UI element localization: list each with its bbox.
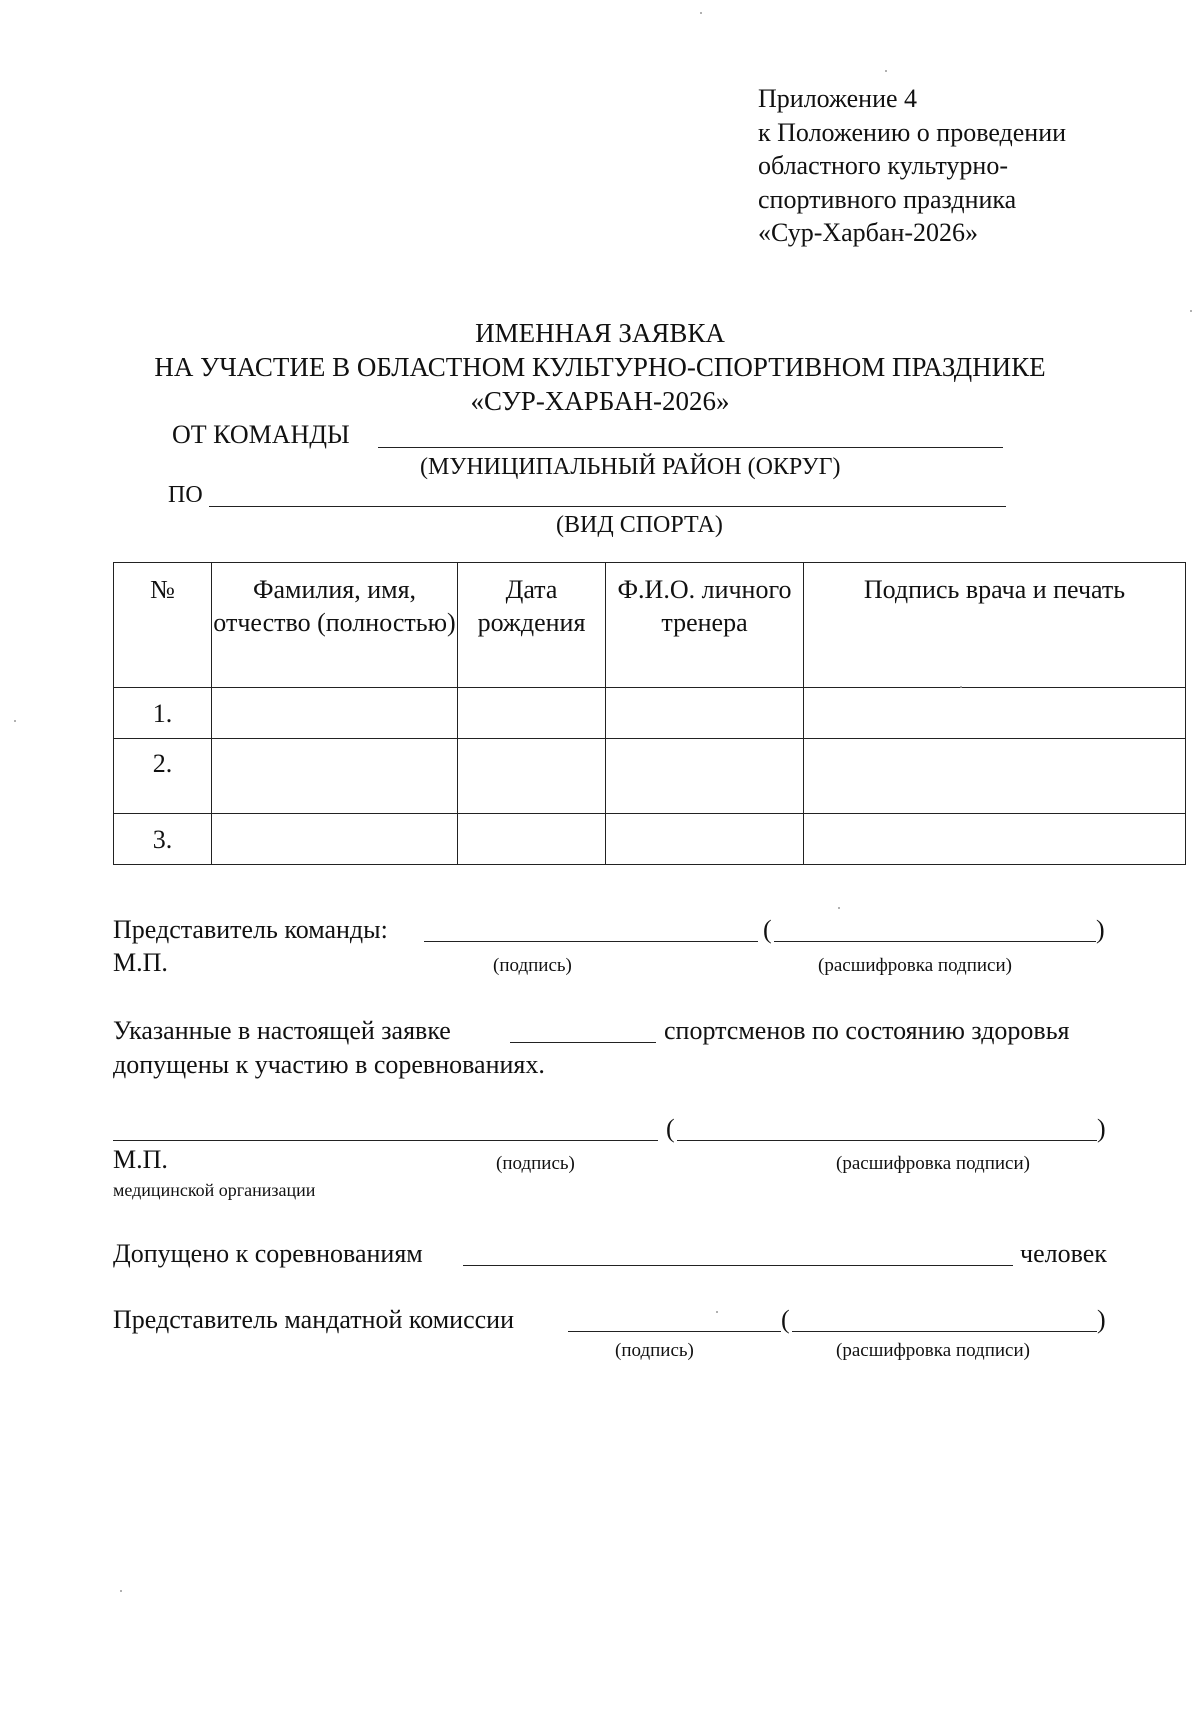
- commission-signature-line[interactable]: [568, 1331, 781, 1332]
- scan-speck: [960, 686, 962, 688]
- cell-birth-date[interactable]: [458, 814, 606, 865]
- table-header-row: [114, 563, 1186, 688]
- paren-close: ): [1097, 1114, 1106, 1143]
- medical-sentence-line2: допущены к участию в соревнованиях.: [113, 1050, 545, 1079]
- team-hint: (МУНИЦИПАЛЬНЫЙ РАЙОН (ОКРУГ): [420, 454, 841, 480]
- header-birth-date: Дата рождения: [458, 563, 606, 688]
- row-number: 3.: [114, 814, 212, 865]
- medical-organization-label: медицинской организации: [113, 1180, 316, 1200]
- admitted-label: Допущено к соревнованиям: [113, 1239, 423, 1268]
- scan-speck: [716, 1311, 718, 1313]
- cell-full-name[interactable]: [212, 814, 458, 865]
- form-title: ИМЕННАЯ ЗАЯВКА: [475, 318, 725, 348]
- medical-decoding-line[interactable]: [677, 1140, 1097, 1141]
- table-row: [114, 814, 1186, 865]
- appendix-line: спортивного праздника: [758, 184, 1017, 214]
- header-full-name: Фамилия, имя, отчество (полностью): [212, 563, 458, 688]
- appendix-line: к Положению о проведении: [758, 117, 1067, 147]
- scan-speck: [14, 720, 16, 722]
- medical-sentence-part1: Указанные в настоящей заявке: [113, 1016, 451, 1045]
- sport-input-line[interactable]: [209, 506, 1006, 507]
- cell-doctor-signature[interactable]: [804, 814, 1186, 865]
- header-coach: Ф.И.О. личного тренера: [606, 563, 804, 688]
- row-number: 2.: [114, 739, 212, 814]
- appendix-line: Приложение 4: [758, 84, 918, 113]
- row-number: 1.: [114, 688, 212, 739]
- representative-signature-line[interactable]: [424, 941, 758, 942]
- cell-doctor-signature[interactable]: [804, 688, 1186, 739]
- paren-close: ): [1096, 915, 1105, 944]
- signature-hint: (подпись): [615, 1340, 694, 1361]
- cell-coach[interactable]: [606, 739, 804, 814]
- stamp-label: М.П.: [113, 1145, 168, 1174]
- cell-full-name[interactable]: [212, 739, 458, 814]
- stamp-label: М.П.: [113, 948, 168, 977]
- paren-open: (: [666, 1114, 675, 1143]
- team-label: ОТ КОМАНДЫ: [172, 420, 350, 449]
- team-input-line[interactable]: [378, 447, 1003, 448]
- paren-open: (: [781, 1305, 790, 1334]
- cell-coach[interactable]: [606, 814, 804, 865]
- representative-label: Представитель команды:: [113, 915, 388, 944]
- participants-table: [113, 562, 1186, 865]
- decoding-hint: (расшифровка подписи): [818, 955, 1012, 976]
- decoding-hint: (расшифровка подписи): [836, 1153, 1030, 1174]
- header-doctor-signature: Подпись врача и печать: [804, 563, 1186, 688]
- paren-open: (: [763, 915, 772, 944]
- sport-hint: (ВИД СПОРТА): [556, 512, 723, 538]
- sport-label: ПО: [168, 482, 203, 508]
- scan-speck: [120, 1590, 122, 1592]
- cell-doctor-signature[interactable]: [804, 739, 1186, 814]
- athlete-count-line[interactable]: [510, 1042, 656, 1043]
- representative-decoding-line[interactable]: [774, 941, 1096, 942]
- table-row: [114, 739, 1186, 814]
- scan-speck: [1190, 310, 1192, 312]
- decoding-hint: (расшифровка подписи): [836, 1340, 1030, 1361]
- signature-hint: (подпись): [493, 955, 572, 976]
- cell-birth-date[interactable]: [458, 739, 606, 814]
- appendix-line: «Сур-Харбан-2026»: [758, 218, 979, 247]
- cell-full-name[interactable]: [212, 688, 458, 739]
- scan-speck: [700, 12, 702, 14]
- appendix-note: [758, 82, 1066, 250]
- scan-speck: [838, 907, 840, 909]
- admitted-suffix: человек: [1020, 1239, 1107, 1268]
- form-event-name: «СУР-ХАРБАН-2026»: [470, 386, 730, 416]
- signature-hint: (подпись): [496, 1153, 575, 1174]
- paren-close: ): [1097, 1305, 1106, 1334]
- cell-birth-date[interactable]: [458, 688, 606, 739]
- commission-decoding-line[interactable]: [792, 1331, 1097, 1332]
- header-number: №: [114, 563, 212, 688]
- medical-signature-line[interactable]: [113, 1140, 658, 1141]
- medical-sentence-part2: спортсменов по состоянию здоровья: [664, 1016, 1070, 1045]
- appendix-line: областного культурно-: [758, 151, 1008, 180]
- commission-label: Представитель мандатной комиссии: [113, 1305, 514, 1334]
- scan-speck: [885, 70, 887, 72]
- form-subtitle: НА УЧАСТИЕ В ОБЛАСТНОМ КУЛЬТУРНО-СПОРТИВНОМ ПРАЗДНИКЕ: [154, 352, 1046, 382]
- table-row: [114, 688, 1186, 739]
- admitted-count-line[interactable]: [463, 1265, 1013, 1266]
- cell-coach[interactable]: [606, 688, 804, 739]
